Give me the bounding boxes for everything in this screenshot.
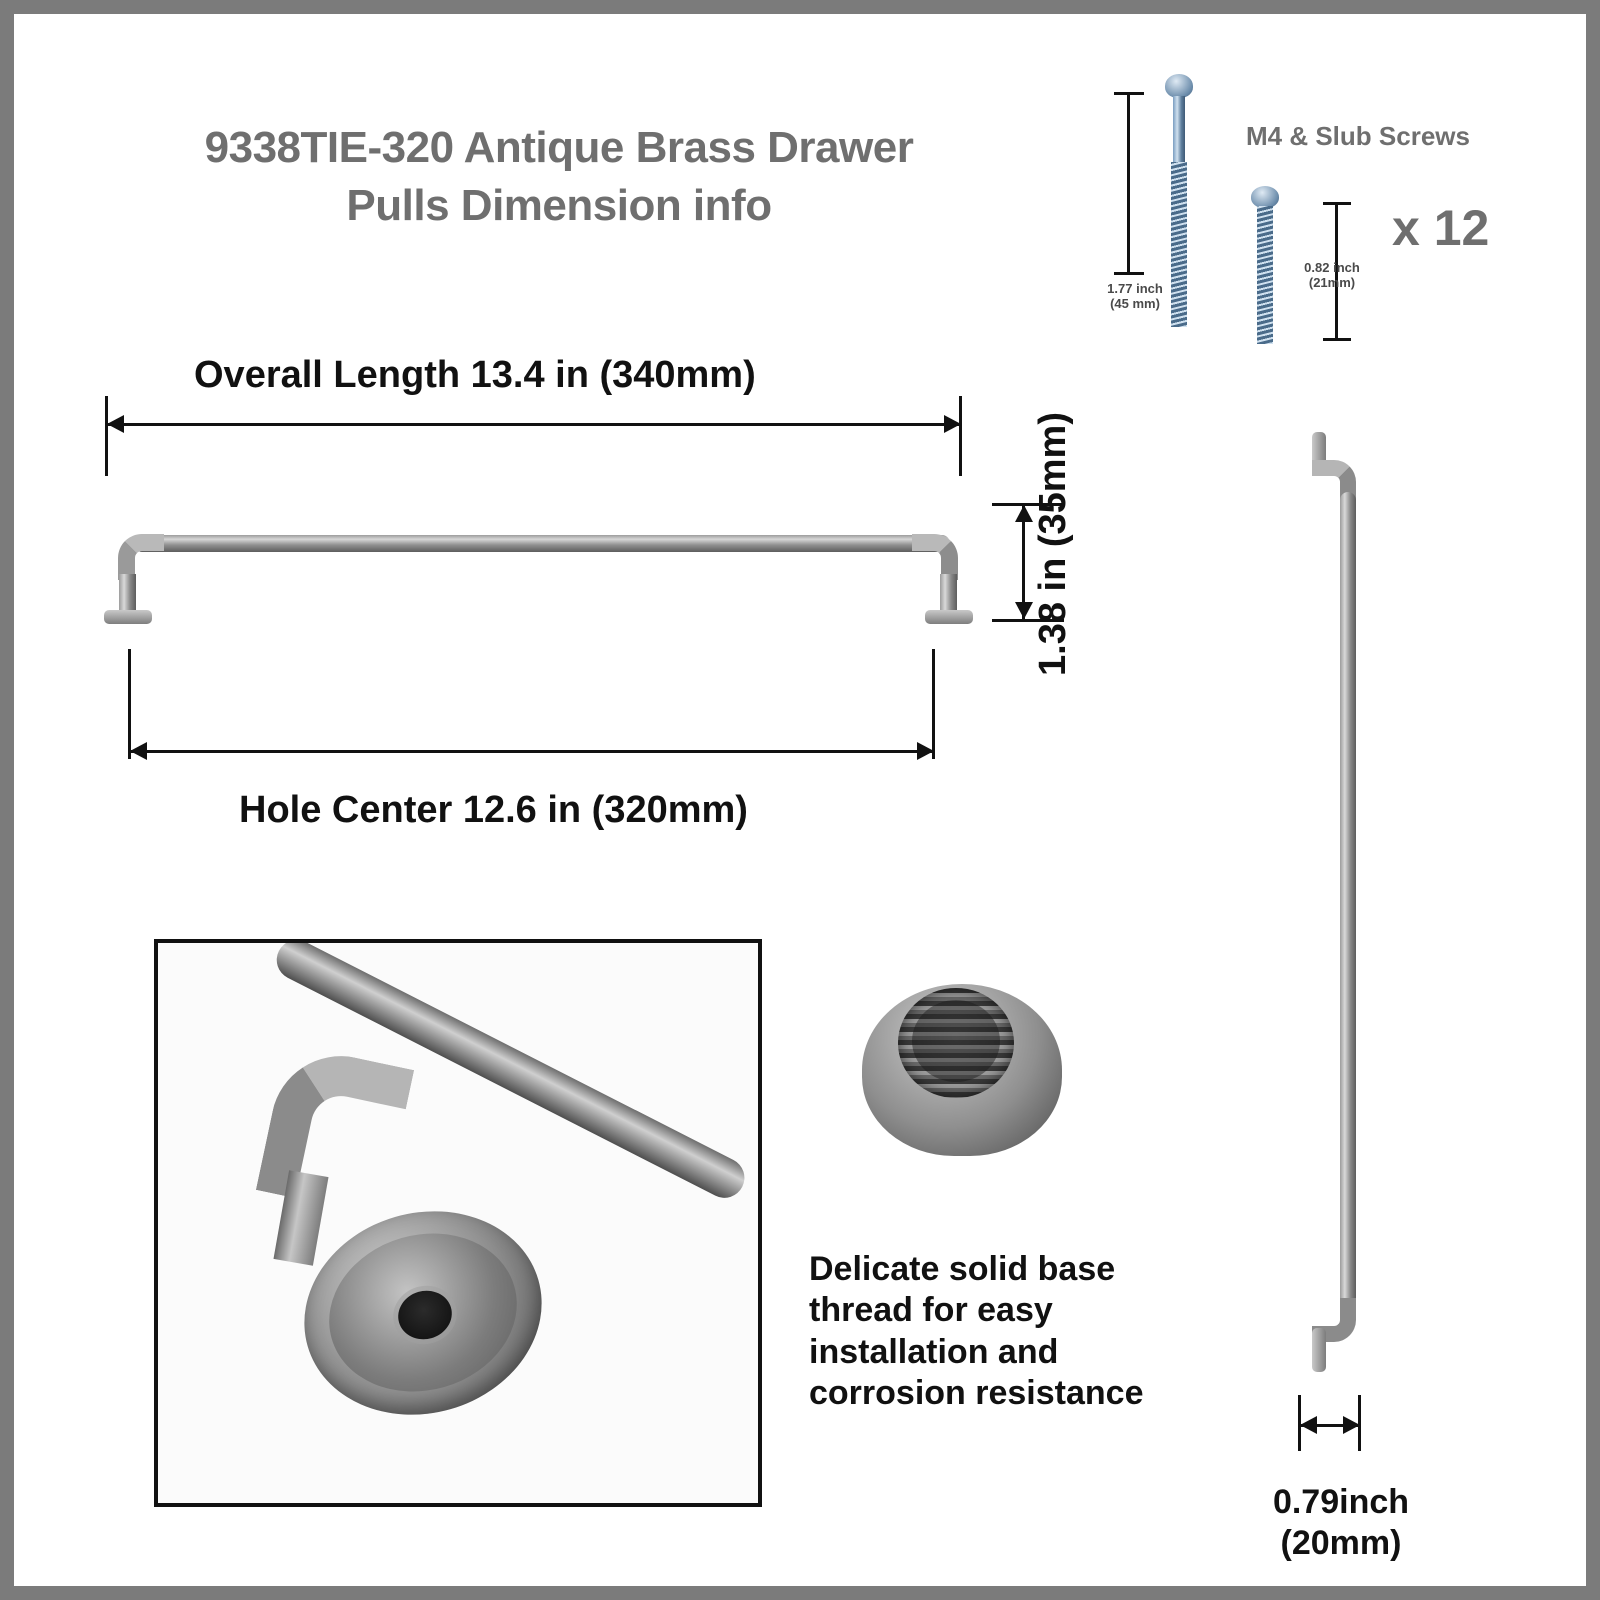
overall-length-label: Overall Length 13.4 in (340mm) [194, 354, 756, 396]
short-screw-icon [1248, 186, 1282, 346]
drawer-pull-vertical-icon [1294, 432, 1374, 1372]
overall-arrow-left [107, 415, 124, 433]
height-label: 1.38 in (35mm) [1032, 412, 1074, 676]
short-screw-mm: (21mm) [1308, 274, 1356, 290]
base-width-arrow-right [1343, 1416, 1360, 1434]
overall-arrow-right [944, 415, 961, 433]
short-screw-tick-top [1323, 202, 1351, 205]
hole-dim-line [131, 750, 933, 753]
long-screw-tick-bottom [1114, 272, 1144, 275]
hole-arrow-left [130, 742, 147, 760]
short-screw-dimension [1299, 261, 1365, 291]
hole-arrow-right [917, 742, 934, 760]
long-screw-tick-top [1114, 92, 1144, 95]
threaded-base-icon [862, 966, 1062, 1166]
overall-right-extension [959, 396, 962, 476]
screws-count: x 12 [1392, 200, 1490, 256]
long-screw-dimension [1100, 282, 1170, 312]
base-width-inch: 0.79inch [1272, 1483, 1410, 1521]
page-title [109, 119, 1009, 235]
overall-left-extension [105, 396, 108, 476]
height-arrow-down [1015, 602, 1033, 619]
long-screw-dim-line [1127, 92, 1130, 274]
long-screw-inch: 1.77 inch [1107, 281, 1163, 296]
info-sheet [14, 14, 1586, 1586]
short-screw-tick-bottom [1323, 338, 1351, 341]
hole-center-label: Hole Center 12.6 in (320mm) [239, 789, 748, 831]
short-screw-inch: 0.82 inch [1304, 260, 1360, 275]
drawer-pull-icon [102, 514, 982, 644]
height-arrow-up [1015, 505, 1033, 522]
long-screw-mm: (45 mm) [1110, 295, 1160, 311]
feature-text: Delicate solid base thread for easy installation and corrosion resistance [809, 1250, 1144, 1413]
overall-dim-line [108, 423, 960, 426]
screws-label: M4 & Slub Screws [1246, 121, 1470, 151]
handle-closeup-photo [154, 939, 762, 1507]
base-width-mm: (20mm) [1280, 1523, 1402, 1562]
title-line-2: Pulls Dimension info [346, 181, 772, 231]
base-width-label [1236, 1482, 1446, 1564]
base-width-arrow-left [1300, 1416, 1317, 1434]
title-line-1: 9338TIE-320 Antique Brass Drawer [204, 123, 914, 172]
